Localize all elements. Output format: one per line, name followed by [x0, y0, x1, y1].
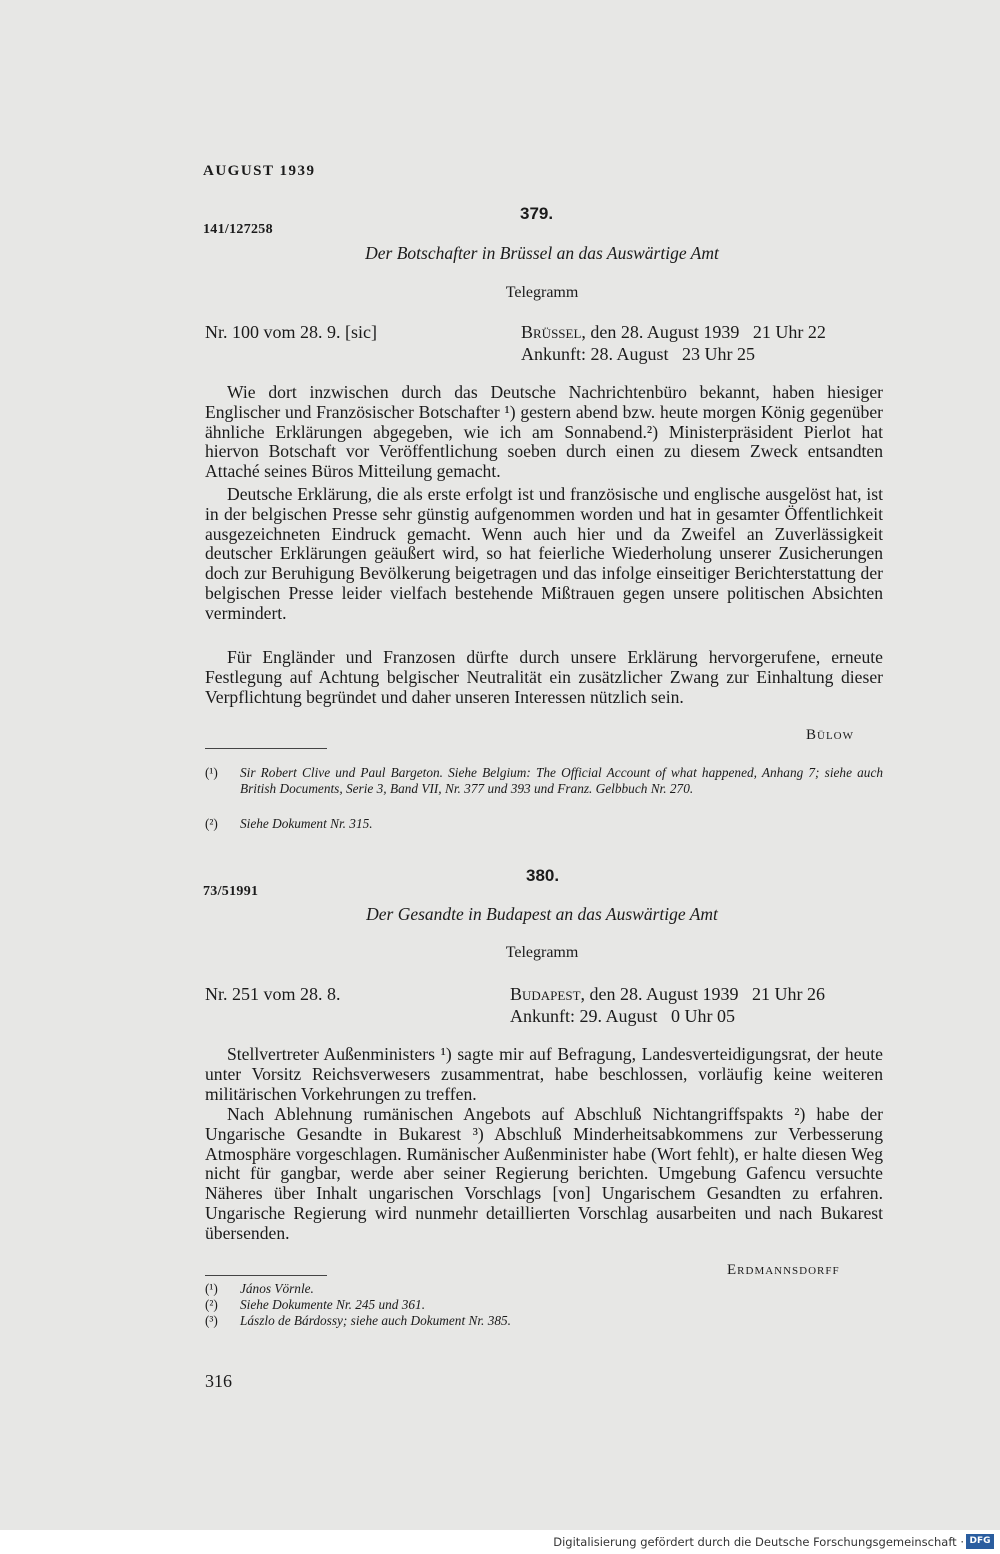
- footnote-marker: (³): [205, 1313, 218, 1328]
- archive-reference: 73/51991: [203, 884, 259, 899]
- page-number: 316: [205, 1371, 232, 1391]
- document-number: 380.: [526, 866, 560, 885]
- archive-reference: 141/127258: [203, 222, 273, 237]
- footnote-marker: (²): [205, 1297, 218, 1312]
- running-header: AUGUST 1939: [203, 163, 316, 179]
- footnote-marker: (¹): [205, 765, 218, 780]
- body-paragraph: Für Engländer und Franzosen dürfte durch unsere Erklärung hervorgerufene, erneute Festlegung auf Achtung belgischer Neutralität ein zusätzlicher Zwang zur Einhaltung dieser Verpflichtung begründet und daher unseren Interessen nützlich sein.: [205, 647, 883, 707]
- footnote-text: Sir Robert Clive und Paul Bargeton. Siehe Belgium: The Official Account of what happened, Anhang 7; siehe auch British Documents, Serie 3, Band VII, Nr. 377 und 393 und Franz. Gelbbuch Nr. 270.: [240, 765, 883, 796]
- body-paragraph: Wie dort inzwischen durch das Deutsche Nachrichtenbüro bekannt, haben hiesiger Englischer und Französischer Botschafter ¹) gestern abend bzw. heute morgen König gegenüber ähnliche Erklärungen abgegeben, wie ich am Sonnabend.²) Ministerpräsident Pierlot hat hiervon Botschaft vor Veröffentlichung soeben durch einen zu diesem Zweck entsandten Attaché seines Büros Mitteilung gemacht.: [205, 382, 883, 482]
- body-paragraph: Stellvertreter Außenministers ¹) sagte mir auf Befragung, Landesverteidigungsrat, der heute unter Vorsitz Reichsverwesers zusammentrat, habe beschlossen, vorläufig keine weiteren militärischen Vorkehrungen zu treffen.: [205, 1044, 883, 1104]
- signature: Bülow: [806, 727, 854, 743]
- arrival-line: Ankunft: 29. August 0 Uhr 05: [510, 1006, 735, 1026]
- footnote: [205, 1297, 883, 1313]
- footnote-rule: [205, 748, 327, 749]
- body-paragraph: Deutsche Erklärung, die als erste erfolgt ist und französische und englische ausgelöst hat, ist in der belgischen Presse sehr günstig aufgenommen worden und hat in gesamter Öffentlichkeit ausgezeichneten Eindruck gemacht. Wenn auch hier und da Zweifel an Zuverlässigkeit deutscher Erklärungen geäußert wird, so hat feierliche Wiederholung unserer Zusicherungen doch zur Beruhigung Bevölkerung beigetragen und das infolge einseitiger Berichterstattung der belgischen Presse leider vielfach bestehende Mißtrauen gegen unsere politischen Absichten vermindert.: [205, 484, 883, 623]
- document-title: Der Gesandte in Budapest an das Auswärtige Amt: [366, 904, 718, 924]
- signature: Erdmannsdorff: [727, 1262, 840, 1278]
- credit-bar: [0, 1530, 1000, 1554]
- dispatch-city: Brüssel: [521, 322, 582, 342]
- footnote-rule: [205, 1275, 327, 1276]
- footnote-marker: (²): [205, 816, 218, 831]
- arrival-line: Ankunft: 28. August 23 Uhr 25: [521, 344, 755, 364]
- footnote-text: Siehe Dokumente Nr. 245 und 361.: [240, 1297, 426, 1312]
- footnote-text: János Vörnle.: [240, 1281, 314, 1296]
- dispatch-line: [510, 984, 825, 1005]
- credit-text: Digitalisierung gefördert durch die Deutsche Forschungsgemeinschaft ·: [553, 1535, 964, 1549]
- document-type: Telegramm: [505, 284, 579, 301]
- body-paragraph: Nach Ablehnung rumänischen Angebots auf Abschluß Nichtangriffspakts ²) habe der Ungarische Gesandte in Bukarest ³) Abschluß Minderheitsabkommens zur Verbesserung Atmosphäre vorgeschlagen. Rumänischer Außenminister habe (Wort fehlt), er halte diesen Weg nicht für gangbar, werde aber seiner Regierung berichten. Umgebung Gafencu versuchte Näheres über Inhalt ungarischen Vorschlags [von] Ungarischem Gesandten zu erfahren. Ungarische Regierung wird nunmehr detaillierten Vorschlag ausarbeiten und nach Bukarest übersenden.: [205, 1104, 883, 1243]
- footnote: [205, 1313, 883, 1329]
- dispatch-date-time: , den 28. August 1939 21 Uhr 26: [580, 984, 826, 1004]
- dispatch-city: Budapest: [510, 984, 581, 1004]
- footnote-text: Siehe Dokument Nr. 315.: [240, 816, 373, 831]
- dispatch-date-time: , den 28. August 1939 21 Uhr 22: [581, 322, 826, 342]
- footnote: [205, 816, 883, 832]
- footnote: [205, 765, 883, 813]
- footnote: [205, 1281, 883, 1297]
- footnote-marker: (¹): [205, 1281, 218, 1296]
- document-title: Der Botschafter in Brüssel an das Auswärtige Amt: [365, 243, 719, 263]
- dispatch-line: [521, 322, 826, 343]
- document-type: Telegramm: [505, 944, 579, 961]
- telegram-number: Nr. 100 vom 28. 9. [sic]: [205, 322, 377, 342]
- telegram-number: Nr. 251 vom 28. 8.: [205, 984, 341, 1004]
- dfg-logo: DFG: [966, 1534, 994, 1549]
- document-number: 379.: [520, 204, 554, 223]
- footnote-text: Lászlo de Bárdossy; siehe auch Dokument Nr. 385.: [240, 1313, 511, 1328]
